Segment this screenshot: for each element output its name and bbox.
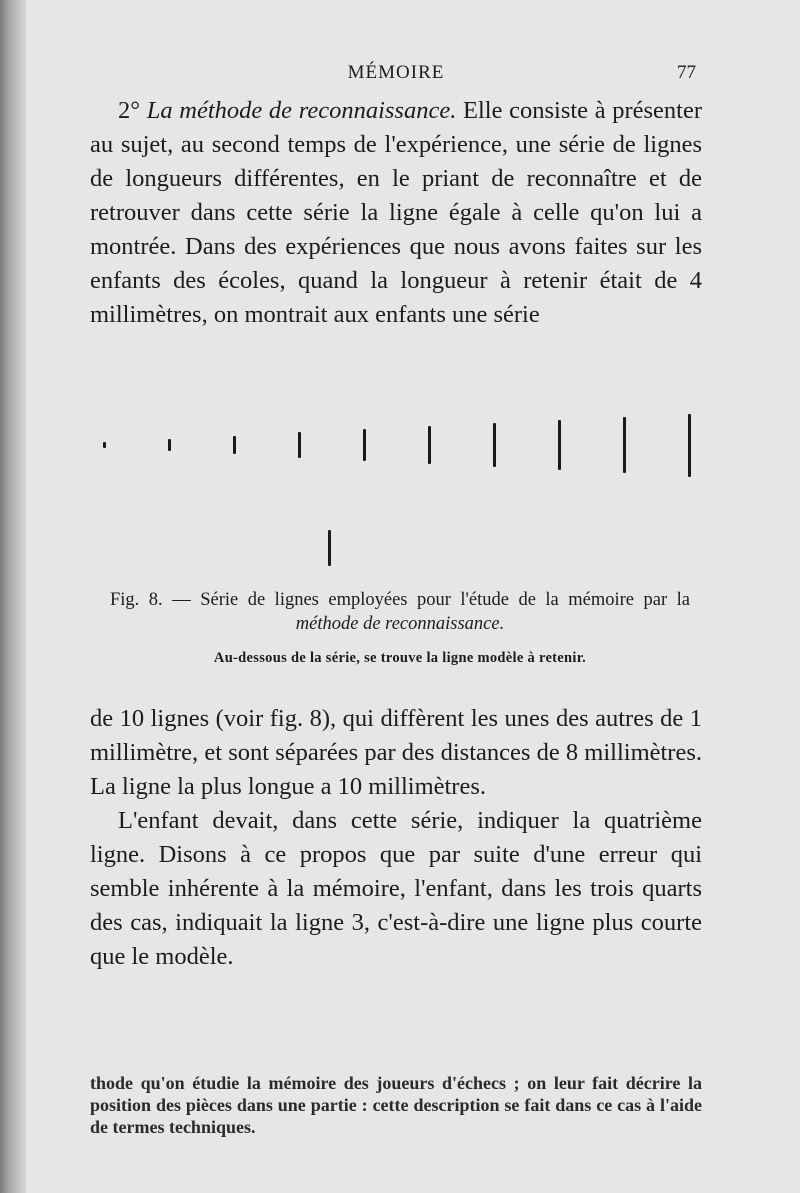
paragraph-method [90,94,702,332]
series-line-9 [623,417,626,474]
figure-subcaption: Au-dessous de la série, se trouve la ligne modèle à retenir. [213,650,587,666]
item-number: 2° [118,97,147,124]
caption-text: — Série de lignes employées pour l'étude de la mémoire par la [162,590,690,610]
series-line-8 [558,420,561,470]
series-line-3 [233,436,236,455]
footnote: thode qu'on étudie la mémoire des joueurs d'échecs ; on leur fait décrire la position des pièces dans une partie : cette description se fait dans ce cas à l'aide de termes techniques. [90,1073,702,1137]
series-line-2 [168,439,171,452]
running-head [90,60,702,86]
paragraph-text: L'enfant devait, dans cette série, indiquer la quatrième ligne. Disons à ce propos que par suite d'une erreur qui semble inhérente à la mémoire, l'enfant, dans les trois quarts des cas, indiquait la ligne 3, c'est-à-dire une ligne plus courte que le modèle. [90,807,702,970]
series-line-6 [428,426,431,464]
figure-caption [110,588,690,636]
model-line [328,530,331,565]
method-title: La méthode de reconnaissance. [146,97,457,124]
running-title: MÉMOIRE [347,62,445,83]
series-line-5 [363,429,366,461]
paragraph-continuation [90,702,702,974]
series-line-1 [103,442,106,448]
paragraph-text: de 10 lignes (voir fig. 8), qui diffèrent les unes des autres de 1 millimètre, et sont séparées par des distances de 8 millimètres. La ligne la plus longue a 10 millimètres. [90,705,702,800]
series-line-4 [298,432,301,457]
paragraph-text: Elle consiste à présenter au sujet, au second temps de l'expérience, une série de lignes de longueurs différentes, en le priant de reconnaître et de retrouver dans cette série la ligne égale à celle qu'on lui a montrée. Dans des expériences que nous avons faites sur les enfants des écoles, quand la longueur à retenir était de 4 millimètres, on montrait aux enfants une série [90,97,703,328]
caption-italic: méthode de reconnaissance. [295,614,505,634]
page-number: 77 [677,62,696,83]
series-line-10 [688,414,691,477]
caption-label: Fig. 8. [110,590,163,610]
series-line-7 [493,423,496,467]
